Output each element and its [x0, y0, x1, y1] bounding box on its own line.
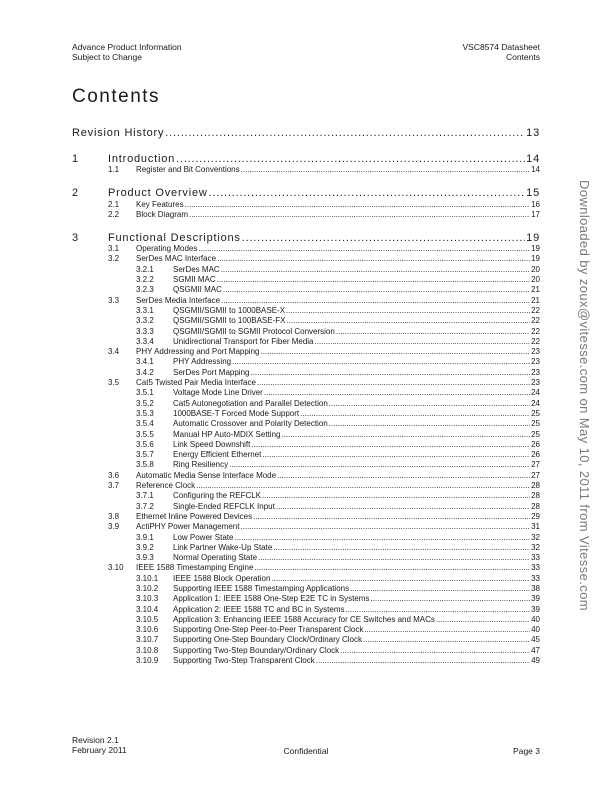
leader-dots [251, 440, 530, 450]
toc-subsection[interactable] [72, 440, 540, 450]
section-title: Supporting One-Step Boundary Clock/Ordinary Clock [173, 635, 362, 645]
toc-subsection[interactable] [72, 615, 540, 625]
leader-dots [241, 165, 530, 175]
section-title: IEEE 1588 Timestamping Engine [136, 563, 254, 573]
section-title: Cat5 Twisted Pair Media Interface [136, 378, 256, 388]
section-number: 3.5.4 [136, 419, 154, 429]
section-number: 3.5.2 [136, 398, 154, 408]
toc-chapter-2[interactable] [72, 185, 540, 199]
section-title: Operating Modes [136, 244, 198, 254]
section-number: 3.9.1 [136, 532, 154, 542]
section-page: 25 [531, 408, 540, 418]
section-number: 3.9 [108, 522, 120, 532]
leader-dots [176, 153, 525, 165]
leader-dots [329, 399, 530, 409]
leader-dots [350, 584, 530, 594]
toc-subsection[interactable] [72, 460, 540, 470]
toc-subsection[interactable] [72, 594, 540, 604]
section-number: 3.7.1 [136, 491, 154, 501]
section-title: QSGMII/SGMII to SGMII Protocol Conversion [173, 326, 335, 336]
section-page: 23 [531, 357, 540, 367]
section-page: 28 [531, 481, 540, 491]
leader-dots [242, 232, 525, 244]
section-page: 24 [531, 388, 540, 398]
section-page: 22 [531, 336, 540, 346]
section-page: 19 [531, 244, 540, 254]
section-page: 40 [531, 614, 540, 624]
download-watermark: Downloaded by zoux@vitesse.com on May 10, 2011 from Vitesse.com [577, 180, 592, 611]
section-page: 31 [531, 522, 540, 532]
leader-dots [364, 625, 530, 635]
toc-section[interactable] [72, 481, 540, 491]
section-number: 3.10.1 [136, 573, 159, 583]
chapter-page: 14 [526, 153, 540, 165]
toc-subsection[interactable] [72, 285, 540, 295]
toc-section[interactable] [72, 199, 540, 209]
section-page: 24 [531, 398, 540, 408]
section-title: Automatic Media Sense Interface Mode [136, 470, 277, 480]
leader-dots [264, 388, 530, 398]
leader-dots [277, 471, 530, 481]
leader-dots [273, 543, 530, 553]
header-doc-title: VSC8574 Datasheet [462, 42, 540, 52]
section-page: 25 [531, 419, 540, 429]
leader-dots [336, 327, 530, 337]
header-doc-status: Advance Product Information [72, 42, 182, 52]
section-number: 3.10.9 [136, 656, 159, 666]
section-title: PHY Addressing [173, 357, 232, 367]
toc-chapter-1[interactable] [72, 151, 540, 165]
toc-subsection[interactable] [72, 491, 540, 501]
leader-dots [346, 605, 531, 615]
table-of-contents [72, 125, 540, 666]
section-page: 22 [531, 316, 540, 326]
section-page: 21 [531, 285, 540, 295]
section-number: 3.3 [108, 295, 120, 305]
toc-subsection[interactable] [72, 316, 540, 326]
leader-dots [300, 409, 530, 419]
leader-dots [240, 522, 530, 532]
leader-dots [260, 347, 530, 357]
section-number: 2.1 [108, 199, 120, 209]
section-title: 1000BASE-T Forced Mode Support [173, 408, 300, 418]
section-page: 22 [531, 326, 540, 336]
leader-dots [286, 316, 530, 326]
toc-section[interactable] [72, 563, 540, 573]
section-title: PHY Addressing and Port Mapping [136, 347, 260, 357]
toc-subsection[interactable] [72, 326, 540, 336]
section-title: SerDes Port Mapping [173, 367, 250, 377]
toc-subsection[interactable] [72, 264, 540, 274]
section-page: 39 [531, 604, 540, 614]
section-title: Key Features [136, 199, 184, 209]
toc-subsection[interactable] [72, 645, 540, 655]
section-title: IEEE 1588 Block Operation [173, 573, 271, 583]
leader-dots [221, 296, 530, 306]
header-left [72, 42, 182, 62]
section-number: 3.9.3 [136, 553, 154, 563]
chapter-title: Product Overview [108, 187, 208, 200]
section-title: Unidirectional Transport for Fiber Media [173, 336, 314, 346]
leader-dots [229, 460, 530, 470]
section-title: Automatic Crossover and Polarity Detection [173, 419, 328, 429]
toc-subsection[interactable] [72, 450, 540, 460]
leader-dots [329, 419, 530, 429]
chapter-title: Functional Descriptions [108, 231, 241, 244]
toc-subsection[interactable] [72, 625, 540, 635]
section-page: 22 [531, 305, 540, 315]
section-number: 3.10.7 [136, 635, 159, 645]
section-number: 3.6 [108, 470, 120, 480]
leader-dots [363, 635, 530, 645]
leader-dots [250, 368, 530, 378]
toc-section[interactable] [72, 244, 540, 254]
section-number: 2.2 [108, 209, 120, 219]
section-page: 27 [531, 460, 540, 470]
section-title: QSGMII MAC [173, 285, 222, 295]
section-number: 3.4.1 [136, 357, 154, 367]
footer-page-number: Page 3 [513, 746, 540, 756]
section-number: 3.10.8 [136, 645, 159, 655]
section-number: 3.5.7 [136, 450, 154, 460]
section-page: 32 [531, 532, 540, 542]
section-title: Link Speed Downshift [173, 439, 251, 449]
footer-confidential: Confidential [283, 746, 329, 756]
leader-dots [209, 187, 526, 199]
toc-subsection[interactable] [72, 429, 540, 439]
leader-dots [198, 244, 530, 254]
chapter-page: 19 [526, 231, 540, 244]
section-number: 3.5.5 [136, 429, 154, 439]
section-number: 3.3.1 [136, 305, 154, 315]
section-page: 33 [531, 573, 540, 583]
header-change-notice: Subject to Change [72, 52, 142, 62]
page-title: Contents [72, 86, 161, 107]
section-number: 3.2.1 [136, 264, 154, 274]
section-title: Supporting One-Step Peer-to-Peer Transparent Clock [173, 625, 364, 635]
leader-dots [271, 574, 530, 584]
section-number: 3.4.2 [136, 367, 154, 377]
header-right [463, 42, 541, 62]
section-title: Single-Ended REFCLK Input [173, 501, 275, 511]
section-title: Energy Efficient Ethernet [173, 450, 262, 460]
leader-dots [262, 450, 530, 460]
section-title: Manual HP Auto-MDIX Setting [173, 429, 281, 439]
section-page: 28 [531, 501, 540, 511]
section-page: 38 [531, 583, 540, 593]
section-number: 3.10.4 [136, 604, 159, 614]
leader-dots [281, 430, 530, 440]
section-number: 3.10.5 [136, 614, 159, 624]
section-page: 14 [531, 165, 540, 175]
chapter-number: 2 [72, 187, 79, 200]
section-page: 23 [531, 347, 540, 357]
toc-subsection[interactable] [72, 573, 540, 583]
toc-section[interactable] [72, 347, 540, 357]
section-number: 3.9.2 [136, 542, 154, 552]
leader-dots [340, 646, 530, 656]
section-page: 49 [531, 656, 540, 666]
section-page: 17 [531, 209, 540, 219]
leader-dots [286, 306, 530, 316]
toc-section[interactable] [72, 378, 540, 388]
section-title: QSGMII/SGMII to 100BASE-FX [173, 316, 286, 326]
section-title: SGMII MAC [173, 275, 216, 285]
section-title: Low Power State [173, 532, 234, 542]
toc-subsection[interactable] [72, 656, 540, 666]
toc-subsection[interactable] [72, 398, 540, 408]
chapter-page: 15 [526, 187, 540, 200]
toc-subsection[interactable] [72, 501, 540, 511]
toc-chapter-3[interactable] [72, 230, 540, 244]
leader-dots [232, 357, 530, 367]
section-page: 28 [531, 491, 540, 501]
leader-dots [185, 200, 531, 210]
section-title: SerDes Media Interface [136, 295, 221, 305]
section-title: Link Partner Wake-Up State [173, 542, 273, 552]
section-number: 1.1 [108, 165, 120, 175]
leader-dots [253, 512, 530, 522]
section-number: 3.7 [108, 481, 120, 491]
toc-section[interactable] [72, 522, 540, 532]
section-title: Cat5 Autonegotiation and Parallel Detection [173, 398, 328, 408]
section-number: 3.3.4 [136, 336, 154, 346]
section-page: 21 [531, 295, 540, 305]
leader-dots [436, 615, 530, 625]
toc-subsection[interactable] [72, 337, 540, 347]
chapter-number: 1 [72, 153, 79, 165]
section-number: 3.5 [108, 378, 120, 388]
toc-subsection[interactable] [72, 584, 540, 594]
section-page: 27 [531, 470, 540, 480]
toc-section[interactable] [72, 254, 540, 264]
leader-dots [165, 127, 525, 139]
leader-dots [257, 378, 530, 388]
section-title: Supporting Two-Step Boundary/Ordinary Clock [173, 645, 340, 655]
section-title: Ring Resiliency [173, 460, 229, 470]
leader-dots [370, 594, 530, 604]
section-page: 25 [531, 429, 540, 439]
leader-dots [258, 553, 530, 563]
section-page: 33 [531, 553, 540, 563]
chapter-2-entries [72, 199, 540, 220]
section-number: 3.5.6 [136, 439, 154, 449]
section-title: Register and Bit Conventions [136, 165, 240, 175]
leader-dots [223, 285, 530, 295]
toc-subsection[interactable] [72, 306, 540, 316]
section-number: 3.3.3 [136, 326, 154, 336]
section-number: 3.3.2 [136, 316, 154, 326]
toc-entry-page: 13 [526, 127, 540, 139]
toc-subsection[interactable] [72, 543, 540, 553]
section-number: 3.7.2 [136, 501, 154, 511]
section-page: 45 [531, 635, 540, 645]
section-number: 3.5.3 [136, 408, 154, 418]
chapter-title: Introduction [108, 153, 176, 165]
toc-subsection[interactable] [72, 388, 540, 398]
leader-dots [316, 656, 530, 666]
toc-entry-revision-history[interactable] [72, 125, 540, 139]
section-number: 3.5.1 [136, 388, 154, 398]
section-number: 3.10.3 [136, 594, 159, 604]
section-title: QSGMII/SGMII to 1000BASE-X [173, 305, 286, 315]
section-page: 26 [531, 450, 540, 460]
leader-dots [276, 502, 530, 512]
section-number: 3.4 [108, 347, 120, 357]
section-number: 3.2.3 [136, 285, 154, 295]
section-page: 23 [531, 378, 540, 388]
toc-section[interactable] [72, 210, 540, 220]
section-title: ActiPHY Power Management [136, 522, 240, 532]
section-title: Ethernet Inline Powered Devices [136, 511, 253, 521]
section-title: Application 3: Enhancing IEEE 1588 Accuracy for CE Switches and MACs [173, 614, 435, 624]
toc-subsection[interactable] [72, 367, 540, 377]
leader-dots [189, 210, 530, 220]
section-number: 3.10.2 [136, 583, 159, 593]
section-title: Configuring the REFCLK [173, 491, 262, 501]
toc-section[interactable] [72, 295, 540, 305]
toc-subsection[interactable] [72, 419, 540, 429]
section-page: 29 [531, 511, 540, 521]
section-number: 3.8 [108, 511, 120, 521]
toc-section[interactable] [72, 470, 540, 480]
section-page: 40 [531, 625, 540, 635]
toc-entry-label: Revision History [72, 127, 165, 139]
chapter-1-entries [72, 165, 540, 175]
section-number: 3.2.2 [136, 275, 154, 285]
footer-revision: Revision 2.1 [72, 735, 119, 745]
section-number: 3.2 [108, 254, 120, 264]
toc-subsection[interactable] [72, 409, 540, 419]
section-number: 3.10.6 [136, 625, 159, 635]
leader-dots [315, 337, 531, 347]
section-title: Supporting IEEE 1588 Timestamping Applications [173, 583, 350, 593]
section-page: 33 [531, 563, 540, 573]
section-number: 3.10 [108, 563, 124, 573]
section-page: 20 [531, 275, 540, 285]
footer-date: February 2011 [72, 745, 127, 755]
chapter-number: 3 [72, 231, 79, 244]
leader-dots [262, 491, 530, 501]
section-page: 16 [531, 199, 540, 209]
section-title: Reference Clock [136, 481, 196, 491]
section-page: 23 [531, 367, 540, 377]
toc-subsection[interactable] [72, 604, 540, 614]
toc-subsection[interactable] [72, 635, 540, 645]
section-title: Application 2: IEEE 1588 TC and BC in Systems [173, 604, 345, 614]
leader-dots [234, 533, 530, 543]
section-title: SerDes MAC Interface [136, 254, 217, 264]
leader-dots [217, 275, 530, 285]
toc-section[interactable] [72, 165, 540, 175]
section-number: 3.5.8 [136, 460, 154, 470]
leader-dots [221, 265, 530, 275]
section-title: Block Diagram [136, 209, 189, 219]
section-page: 26 [531, 439, 540, 449]
toc-subsection[interactable] [72, 275, 540, 285]
header-section: Contents [505, 52, 540, 62]
section-title: Supporting Two-Step Transparent Clock [173, 656, 315, 666]
leader-dots [196, 481, 530, 491]
section-page: 20 [531, 264, 540, 274]
toc-subsection[interactable] [72, 357, 540, 367]
section-title: Application 1: IEEE 1588 One-Step E2E TC in Systems [173, 594, 370, 604]
section-page: 32 [531, 542, 540, 552]
chapter-3-entries [72, 244, 540, 666]
leader-dots [254, 563, 530, 573]
section-number: 3.1 [108, 244, 120, 254]
section-page: 39 [531, 594, 540, 604]
section-title: Voltage Mode Line Driver [173, 388, 263, 398]
toc-subsection[interactable] [72, 532, 540, 542]
toc-section[interactable] [72, 512, 540, 522]
section-page: 19 [531, 254, 540, 264]
section-title: Normal Operating State [173, 553, 258, 563]
toc-subsection[interactable] [72, 553, 540, 563]
section-title: SerDes MAC [173, 264, 220, 274]
leader-dots [217, 254, 530, 264]
section-page: 47 [531, 645, 540, 655]
